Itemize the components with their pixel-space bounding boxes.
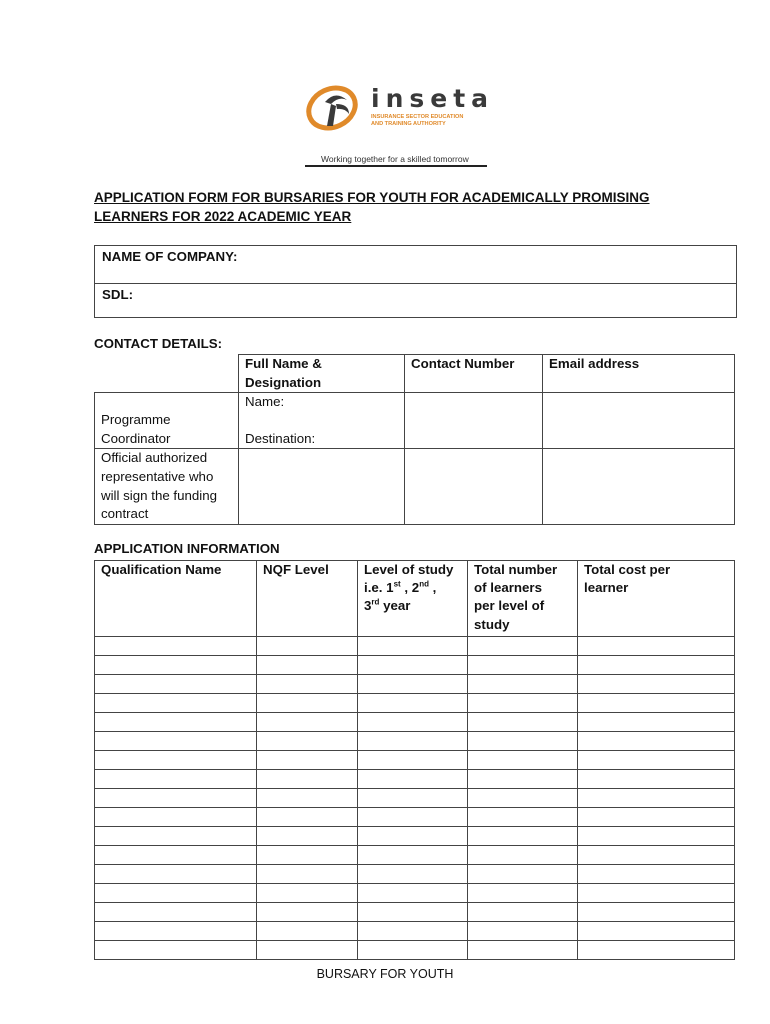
level-st: st <box>393 579 401 589</box>
table-cell[interactable] <box>358 846 468 865</box>
table-row <box>95 903 735 922</box>
cost-header-line1: Total cost per <box>584 562 671 577</box>
table-row <box>95 694 735 713</box>
table-cell[interactable] <box>358 637 468 656</box>
table-cell[interactable] <box>468 656 578 675</box>
table-cell[interactable] <box>578 941 735 960</box>
page-footer: BURSARY FOR YOUTH <box>316 967 454 981</box>
col-total-cost <box>578 561 735 637</box>
contact-header-email: Email address <box>543 355 735 393</box>
table-cell[interactable] <box>95 846 257 865</box>
table-row <box>95 732 735 751</box>
table-cell[interactable] <box>95 884 257 903</box>
table-cell[interactable] <box>257 713 358 732</box>
table-cell[interactable] <box>358 922 468 941</box>
table-cell[interactable] <box>578 637 735 656</box>
full-name-header-line1: Full Name & <box>245 356 322 371</box>
representative-label-line3: will sign the funding <box>101 487 218 503</box>
coordinator-number-cell[interactable] <box>405 393 543 449</box>
table-cell[interactable] <box>358 770 468 789</box>
application-info-heading: APPLICATION INFORMATION <box>94 541 280 556</box>
contact-header-blank <box>95 355 239 393</box>
inseta-logo <box>305 80 495 170</box>
contact-details-heading: CONTACT DETAILS: <box>94 336 223 351</box>
table-cell[interactable] <box>257 922 358 941</box>
coordinator-label-cell <box>95 393 239 449</box>
table-cell[interactable] <box>578 865 735 884</box>
table-row <box>95 637 735 656</box>
table-row <box>95 751 735 770</box>
table-cell[interactable] <box>578 884 735 903</box>
level-header-line1: Level of study <box>364 562 454 577</box>
table-row <box>95 770 735 789</box>
title-line1: APPLICATION FORM FOR BURSARIES FOR YOUTH FOR ACADEMICALLY PROMISING <box>94 190 650 205</box>
coordinator-email-cell[interactable] <box>543 393 735 449</box>
table-cell[interactable] <box>95 789 257 808</box>
table-cell[interactable] <box>578 732 735 751</box>
table-row <box>95 865 735 884</box>
table-cell[interactable] <box>95 656 257 675</box>
table-cell[interactable] <box>578 789 735 808</box>
table-cell[interactable] <box>468 827 578 846</box>
application-rows <box>95 637 735 960</box>
table-cell[interactable] <box>578 827 735 846</box>
table-cell[interactable] <box>358 827 468 846</box>
table-cell[interactable] <box>578 713 735 732</box>
table-row <box>95 808 735 827</box>
coordinator-label-line1: Programme <box>101 412 171 428</box>
table-cell[interactable] <box>358 941 468 960</box>
table-cell[interactable] <box>95 808 257 827</box>
level-nd: nd <box>419 579 429 589</box>
level-rd: rd <box>371 597 380 607</box>
table-row <box>95 922 735 941</box>
learners-header-line2: of learners <box>474 580 542 596</box>
table-cell[interactable] <box>358 808 468 827</box>
table-cell[interactable] <box>358 656 468 675</box>
level-ie: i.e. 1 <box>364 580 394 596</box>
table-cell[interactable] <box>358 675 468 694</box>
table-row <box>95 713 735 732</box>
table-cell[interactable] <box>358 789 468 808</box>
contact-header-full-name <box>239 355 405 393</box>
table-cell[interactable] <box>257 941 358 960</box>
table-cell[interactable] <box>578 751 735 770</box>
table-cell[interactable] <box>358 865 468 884</box>
table-cell[interactable] <box>468 941 578 960</box>
table-cell[interactable] <box>468 808 578 827</box>
table-cell[interactable] <box>95 770 257 789</box>
table-cell[interactable] <box>468 675 578 694</box>
table-cell[interactable] <box>468 846 578 865</box>
table-cell[interactable] <box>578 770 735 789</box>
inseta-logo-mark-icon <box>305 82 365 134</box>
level-sep1: , 2 <box>400 580 420 596</box>
table-cell[interactable] <box>257 789 358 808</box>
table-cell[interactable] <box>468 770 578 789</box>
table-cell[interactable] <box>257 827 358 846</box>
table-row <box>95 656 735 675</box>
table-cell[interactable] <box>468 865 578 884</box>
representative-label-line1: Official authorized <box>101 450 208 466</box>
representative-number-cell[interactable] <box>405 449 543 525</box>
table-row <box>95 675 735 694</box>
contact-details-table <box>94 354 735 525</box>
application-info-table <box>94 560 735 960</box>
table-cell[interactable] <box>257 675 358 694</box>
table-cell[interactable] <box>257 732 358 751</box>
table-cell[interactable] <box>257 637 358 656</box>
table-cell[interactable] <box>95 713 257 732</box>
table-cell[interactable] <box>468 751 578 770</box>
learners-header-line4: study <box>474 616 510 632</box>
table-cell[interactable] <box>578 656 735 675</box>
table-row <box>95 789 735 808</box>
table-cell[interactable] <box>95 751 257 770</box>
table-cell[interactable] <box>257 846 358 865</box>
table-cell[interactable] <box>358 903 468 922</box>
sdl-label: SDL: <box>102 287 134 302</box>
table-cell[interactable] <box>257 656 358 675</box>
col-qualification-name: Qualification Name <box>95 561 257 637</box>
col-nqf-level: NQF Level <box>257 561 358 637</box>
contact-header-number: Contact Number <box>405 355 543 393</box>
company-name-label: NAME OF COMPANY: <box>102 249 238 264</box>
level-year: year <box>379 598 411 614</box>
table-cell[interactable] <box>468 694 578 713</box>
logo-underline <box>305 165 487 167</box>
company-name-field[interactable] <box>95 246 737 284</box>
representative-label-line2: representative who <box>101 468 214 484</box>
sdl-field[interactable] <box>95 284 737 318</box>
table-cell[interactable] <box>468 922 578 941</box>
level-sep2: , <box>428 580 437 596</box>
coordinator-designation-label: Destination: <box>245 430 316 446</box>
full-name-header-line2: Designation <box>245 374 322 390</box>
representative-name-cell[interactable] <box>239 449 405 525</box>
table-cell[interactable] <box>257 865 358 884</box>
table-row <box>95 846 735 865</box>
table-cell[interactable] <box>578 675 735 694</box>
table-cell[interactable] <box>95 827 257 846</box>
table-cell[interactable] <box>578 922 735 941</box>
table-row <box>95 827 735 846</box>
table-cell[interactable] <box>468 637 578 656</box>
table-cell[interactable] <box>578 808 735 827</box>
coordinator-name-label: Name: <box>245 394 285 410</box>
table-cell[interactable] <box>95 922 257 941</box>
table-cell[interactable] <box>468 789 578 808</box>
table-cell[interactable] <box>358 713 468 732</box>
table-cell[interactable] <box>468 732 578 751</box>
representative-label-cell <box>95 449 239 525</box>
logo-tagline: Working together for a skilled tomorrow <box>321 154 469 164</box>
table-cell[interactable] <box>257 903 358 922</box>
table-cell[interactable] <box>468 713 578 732</box>
coordinator-label-line2: Coordinator <box>101 430 171 446</box>
table-cell[interactable] <box>468 903 578 922</box>
logo-subtitle <box>371 114 491 128</box>
table-cell[interactable] <box>578 846 735 865</box>
level-header-line3 <box>364 597 461 615</box>
table-cell[interactable] <box>358 694 468 713</box>
table-cell[interactable] <box>468 884 578 903</box>
col-level-of-study <box>358 561 468 637</box>
table-cell[interactable] <box>578 694 735 713</box>
logo-subtitle-line2: AND TRAINING AUTHORITY <box>371 121 446 127</box>
table-cell[interactable] <box>257 884 358 903</box>
representative-label-line4: contract <box>101 506 149 522</box>
table-cell[interactable] <box>95 637 257 656</box>
company-table <box>94 245 737 318</box>
table-cell[interactable] <box>95 903 257 922</box>
table-row <box>95 941 735 960</box>
table-cell[interactable] <box>257 751 358 770</box>
logo-wordmark: inseta <box>371 84 495 113</box>
table-cell[interactable] <box>358 751 468 770</box>
table-cell[interactable] <box>358 732 468 751</box>
level-header-line2 <box>364 579 461 597</box>
logo-subtitle-line1: INSURANCE SECTOR EDUCATION <box>371 114 464 120</box>
table-cell[interactable] <box>358 884 468 903</box>
table-cell[interactable] <box>95 941 257 960</box>
learners-header-line3: per level of <box>474 598 545 614</box>
table-cell[interactable] <box>578 903 735 922</box>
table-cell[interactable] <box>95 694 257 713</box>
page-title <box>94 189 714 226</box>
table-cell[interactable] <box>257 770 358 789</box>
table-cell[interactable] <box>95 732 257 751</box>
table-row <box>95 884 735 903</box>
table-cell[interactable] <box>95 675 257 694</box>
col-total-learners <box>468 561 578 637</box>
table-cell[interactable] <box>257 694 358 713</box>
coordinator-name-cell[interactable] <box>239 393 405 449</box>
table-cell[interactable] <box>257 808 358 827</box>
level-3: 3 <box>364 598 372 614</box>
table-cell[interactable] <box>95 865 257 884</box>
cost-header-line2: learner <box>584 580 629 596</box>
learners-header-line1: Total number <box>474 562 558 577</box>
representative-email-cell[interactable] <box>543 449 735 525</box>
title-line2: LEARNERS FOR 2022 ACADEMIC YEAR <box>94 208 352 224</box>
